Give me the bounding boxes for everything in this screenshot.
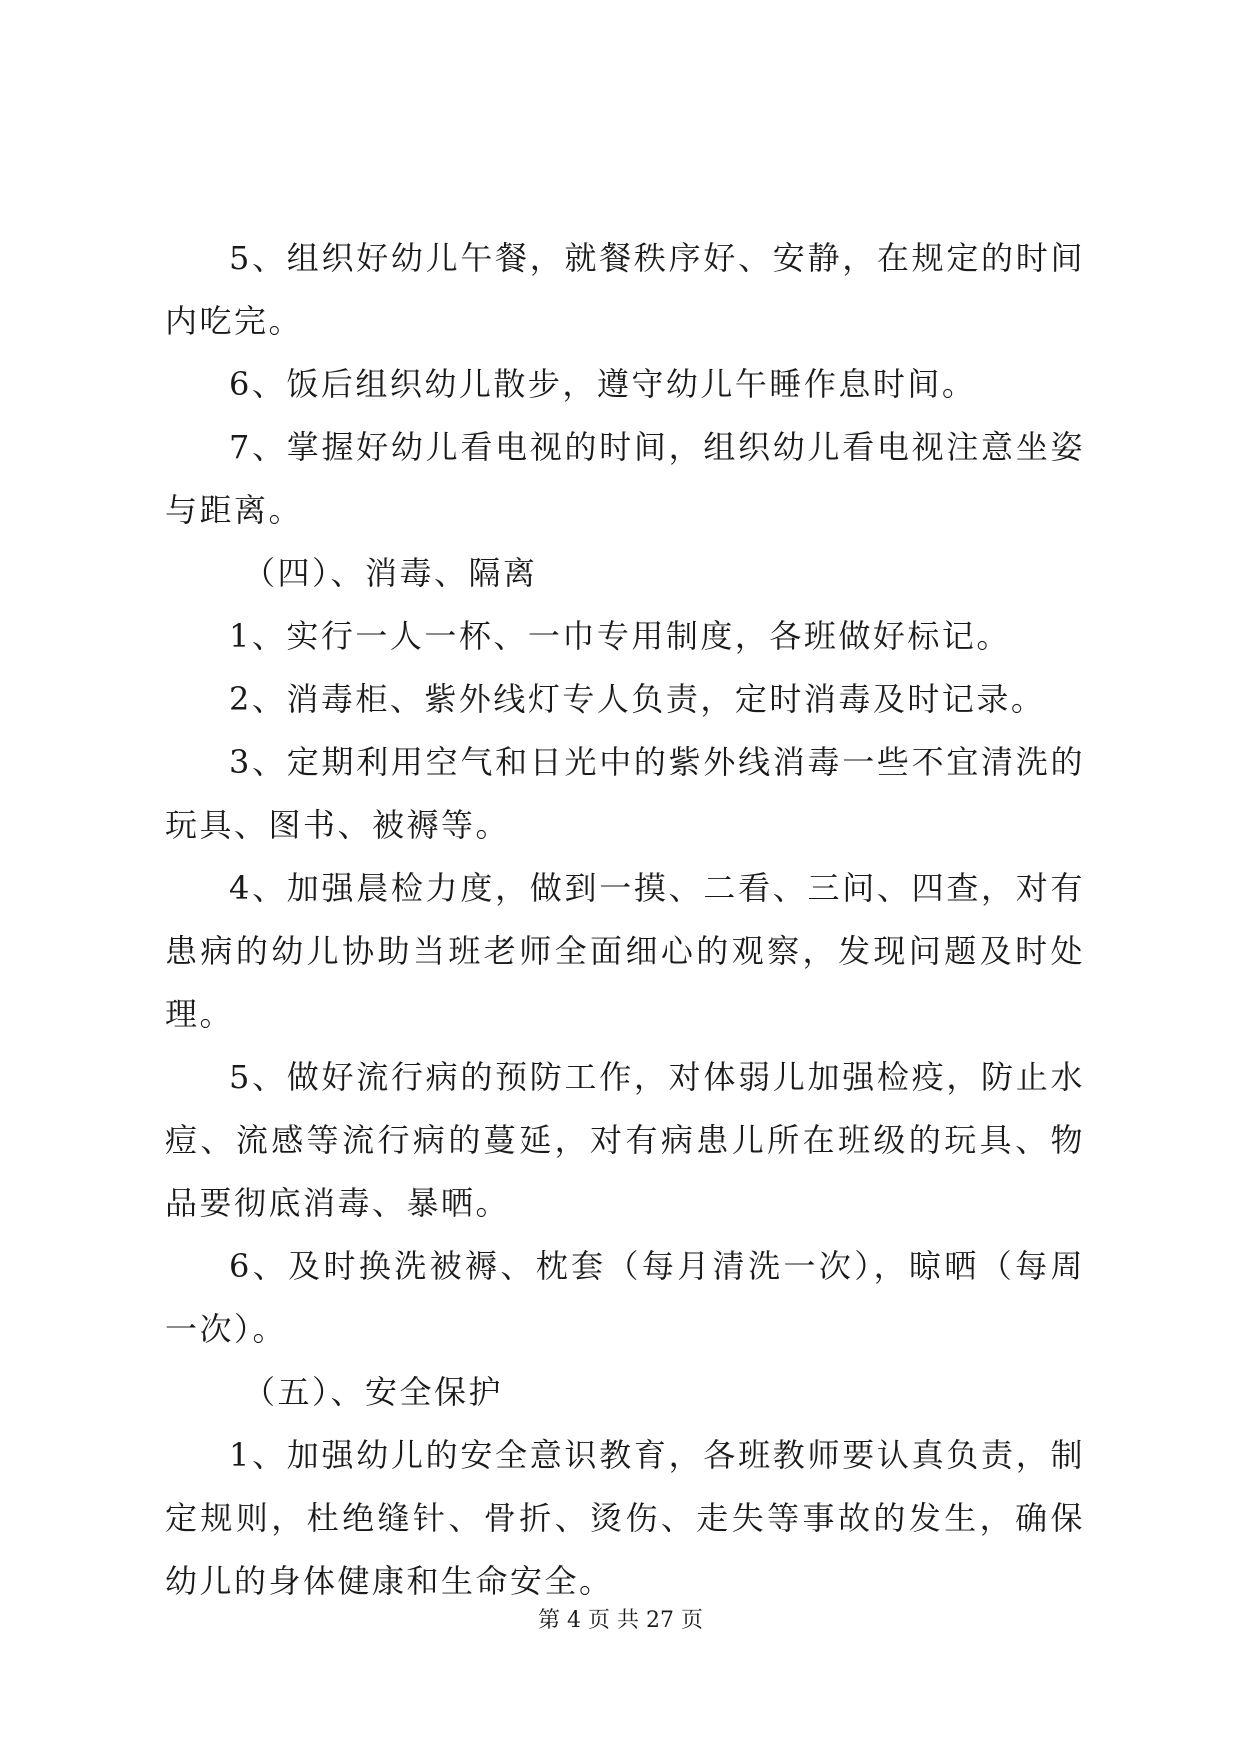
page-number: 第 4 页 共 27 页 — [538, 1608, 703, 1633]
paragraph: 4、加强晨检力度，做到一摸、二看、三问、四查，对有患病的幼儿协助当班老师全面细心的观察，发现问题及时处理。 — [165, 869, 1085, 1033]
paragraph: 5、做好流行病的预防工作，对体弱儿加强检疫，防止水痘、流感等流行病的蔓延，对有病患儿所在班级的玩具、物品要彻底消毒、暴晒。 — [165, 1058, 1085, 1222]
section-heading: （四）、消毒、隔离 — [243, 554, 538, 592]
paragraph: 1、加强幼儿的安全意识教育，各班教师要认真负责，制定规则，杜绝缝针、骨折、烫伤、走失等事故的发生，确保幼儿的身体健康和生命安全。 — [165, 1436, 1085, 1600]
paragraph: 7、掌握好幼儿看电视的时间，组织幼儿看电视注意坐姿与距离。 — [165, 428, 1085, 529]
paragraph: 6、饭后组织幼儿散步，遵守幼儿午睡作息时间。 — [229, 365, 977, 403]
paragraph: 6、及时换洗被褥、枕套（每月清洗一次），晾晒（每周一次）。 — [165, 1247, 1085, 1348]
paragraph: 5、组织好幼儿午餐，就餐秩序好、安静，在规定的时间内吃完。 — [165, 239, 1085, 340]
paragraph: 3、定期利用空气和日光中的紫外线消毒一些不宜清洗的玩具、图书、被褥等。 — [165, 743, 1085, 844]
section-heading: （五）、安全保护 — [243, 1373, 504, 1411]
paragraph: 2、消毒柜、紫外线灯专人负责，定时消毒及时记录。 — [229, 680, 1046, 718]
page-footer — [0, 1606, 1241, 1636]
paragraph: 1、实行一人一杯、一巾专用制度，各班做好标记。 — [229, 617, 1011, 655]
document-body — [165, 227, 1085, 1613]
